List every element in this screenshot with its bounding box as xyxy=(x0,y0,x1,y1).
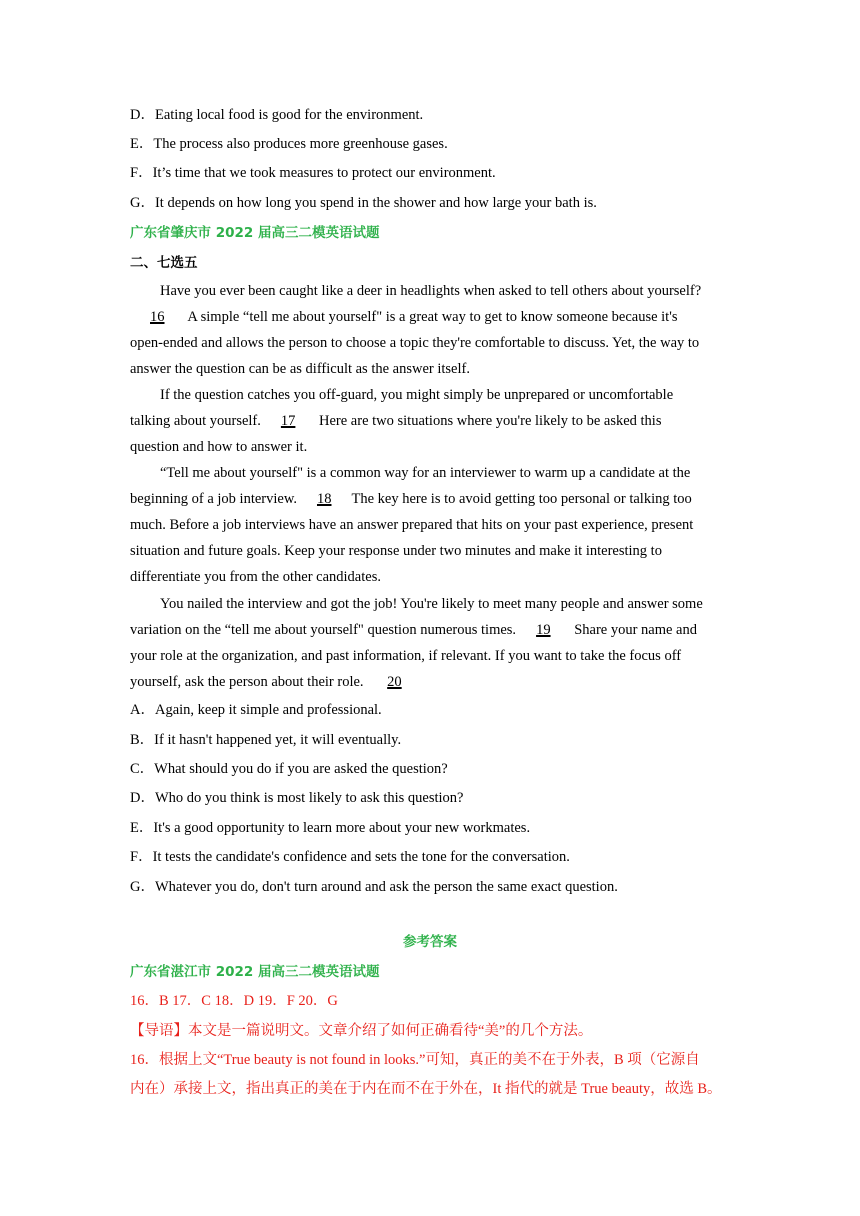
para4-line2: variation on the “tell me about yourself" question numerous times. 19 Share your name and xyxy=(130,622,697,638)
option-b: B．If it hasn't happened yet, it will eventually. xyxy=(130,732,402,748)
option-d: D．Who do you think is most likely to ask this question? xyxy=(130,790,464,806)
para3-line5: differentiate you from the other candidates. xyxy=(130,569,381,585)
para1-line3: open-ended and allows the person to choose a topic they're comfortable to discuss. Yet, the way to xyxy=(130,335,700,351)
option-f-prev: F．It’s time that we took measures to protect our environment. xyxy=(130,165,496,181)
para3-line4: situation and future goals. Keep your response under two minutes and make it interesting to xyxy=(130,543,662,559)
blank-19: 19 xyxy=(536,622,551,638)
part-title: 二、七选五 xyxy=(130,255,198,271)
para4-line3: your role at the organization, and past information, if relevant. If you want to take the focus off xyxy=(130,648,682,664)
para1-line4: answer the question can be as difficult as the answer itself. xyxy=(130,361,470,377)
option-e-prev: E．The process also produces more greenhouse gases. xyxy=(130,136,448,152)
guide-text: 【导语】本文是一篇说明文。文章介绍了如何正确看待“美”的几个方法。 xyxy=(130,1023,593,1039)
blank-17: 17 xyxy=(280,413,296,429)
para2-line1: If the question catches you off-guard, you might simply be unprepared or uncomfortable xyxy=(160,387,674,403)
option-e: E．It's a good opportunity to learn more about your new workmates. xyxy=(130,820,531,836)
answer-section-heading: 广东省湛江市 2022 届高三二模英语试题 xyxy=(130,964,380,980)
para1-line2: 16 A simple “tell me about yourself" is a great way to get to know someone because it's xyxy=(130,308,740,326)
para3-line2: beginning of a job interview. 18 The key here is to avoid getting too personal or talking too xyxy=(130,491,692,507)
option-c: C．What should you do if you are asked the question? xyxy=(130,761,448,777)
para3-line3: much. Before a job interviews have an answer prepared that hits on your past experience, present xyxy=(130,517,694,533)
section-heading-zhaoqing: 广东省肇庆市 2022 届高三二模英语试题 xyxy=(130,225,380,241)
option-d-prev: D．Eating local food is good for the environment. xyxy=(130,107,424,123)
para2-line2: talking about yourself. 17 Here are two situations where you're likely to be asked this xyxy=(130,413,662,429)
para3-line1: “Tell me about yourself" is a common way for an interviewer to warm up a candidate at the xyxy=(160,465,691,481)
option-f: F．It tests the candidate's confidence and sets the tone for the conversation. xyxy=(130,849,570,865)
option-a: A．Again, keep it simple and professional. xyxy=(130,702,382,718)
explanation-16-line2: 内在）承接上文，指出真正的美在于内在而不在于外在，It 指代的就是 True beauty，故选 B。 xyxy=(130,1081,722,1097)
para2-line3: question and how to answer it. xyxy=(130,439,308,455)
answer-list: 16．B 17．C 18．D 19．F 20．G xyxy=(130,993,338,1009)
option-g-prev: G．It depends on how long you spend in the shower and how large your bath is. xyxy=(130,195,597,211)
answer-key-title: 参考答案 xyxy=(403,934,457,950)
para4-line1: You nailed the interview and got the job! You're likely to meet many people and answer some xyxy=(160,596,703,612)
explanation-16-line1: 16．根据上文“True beauty is not found in looks.”可知，真正的美不在于外表，B 项（它源自 xyxy=(130,1052,700,1068)
blank-18: 18 xyxy=(316,491,332,507)
para4-line4: yourself, ask the person about their role. 20 xyxy=(130,673,740,691)
blank-16: 16 xyxy=(150,309,165,325)
para1-line1: Have you ever been caught like a deer in headlights when asked to tell others about yourself? xyxy=(160,283,702,299)
blank-20: 20 xyxy=(387,674,402,690)
option-g: G．Whatever you do, don't turn around and ask the person the same exact question. xyxy=(130,879,618,895)
